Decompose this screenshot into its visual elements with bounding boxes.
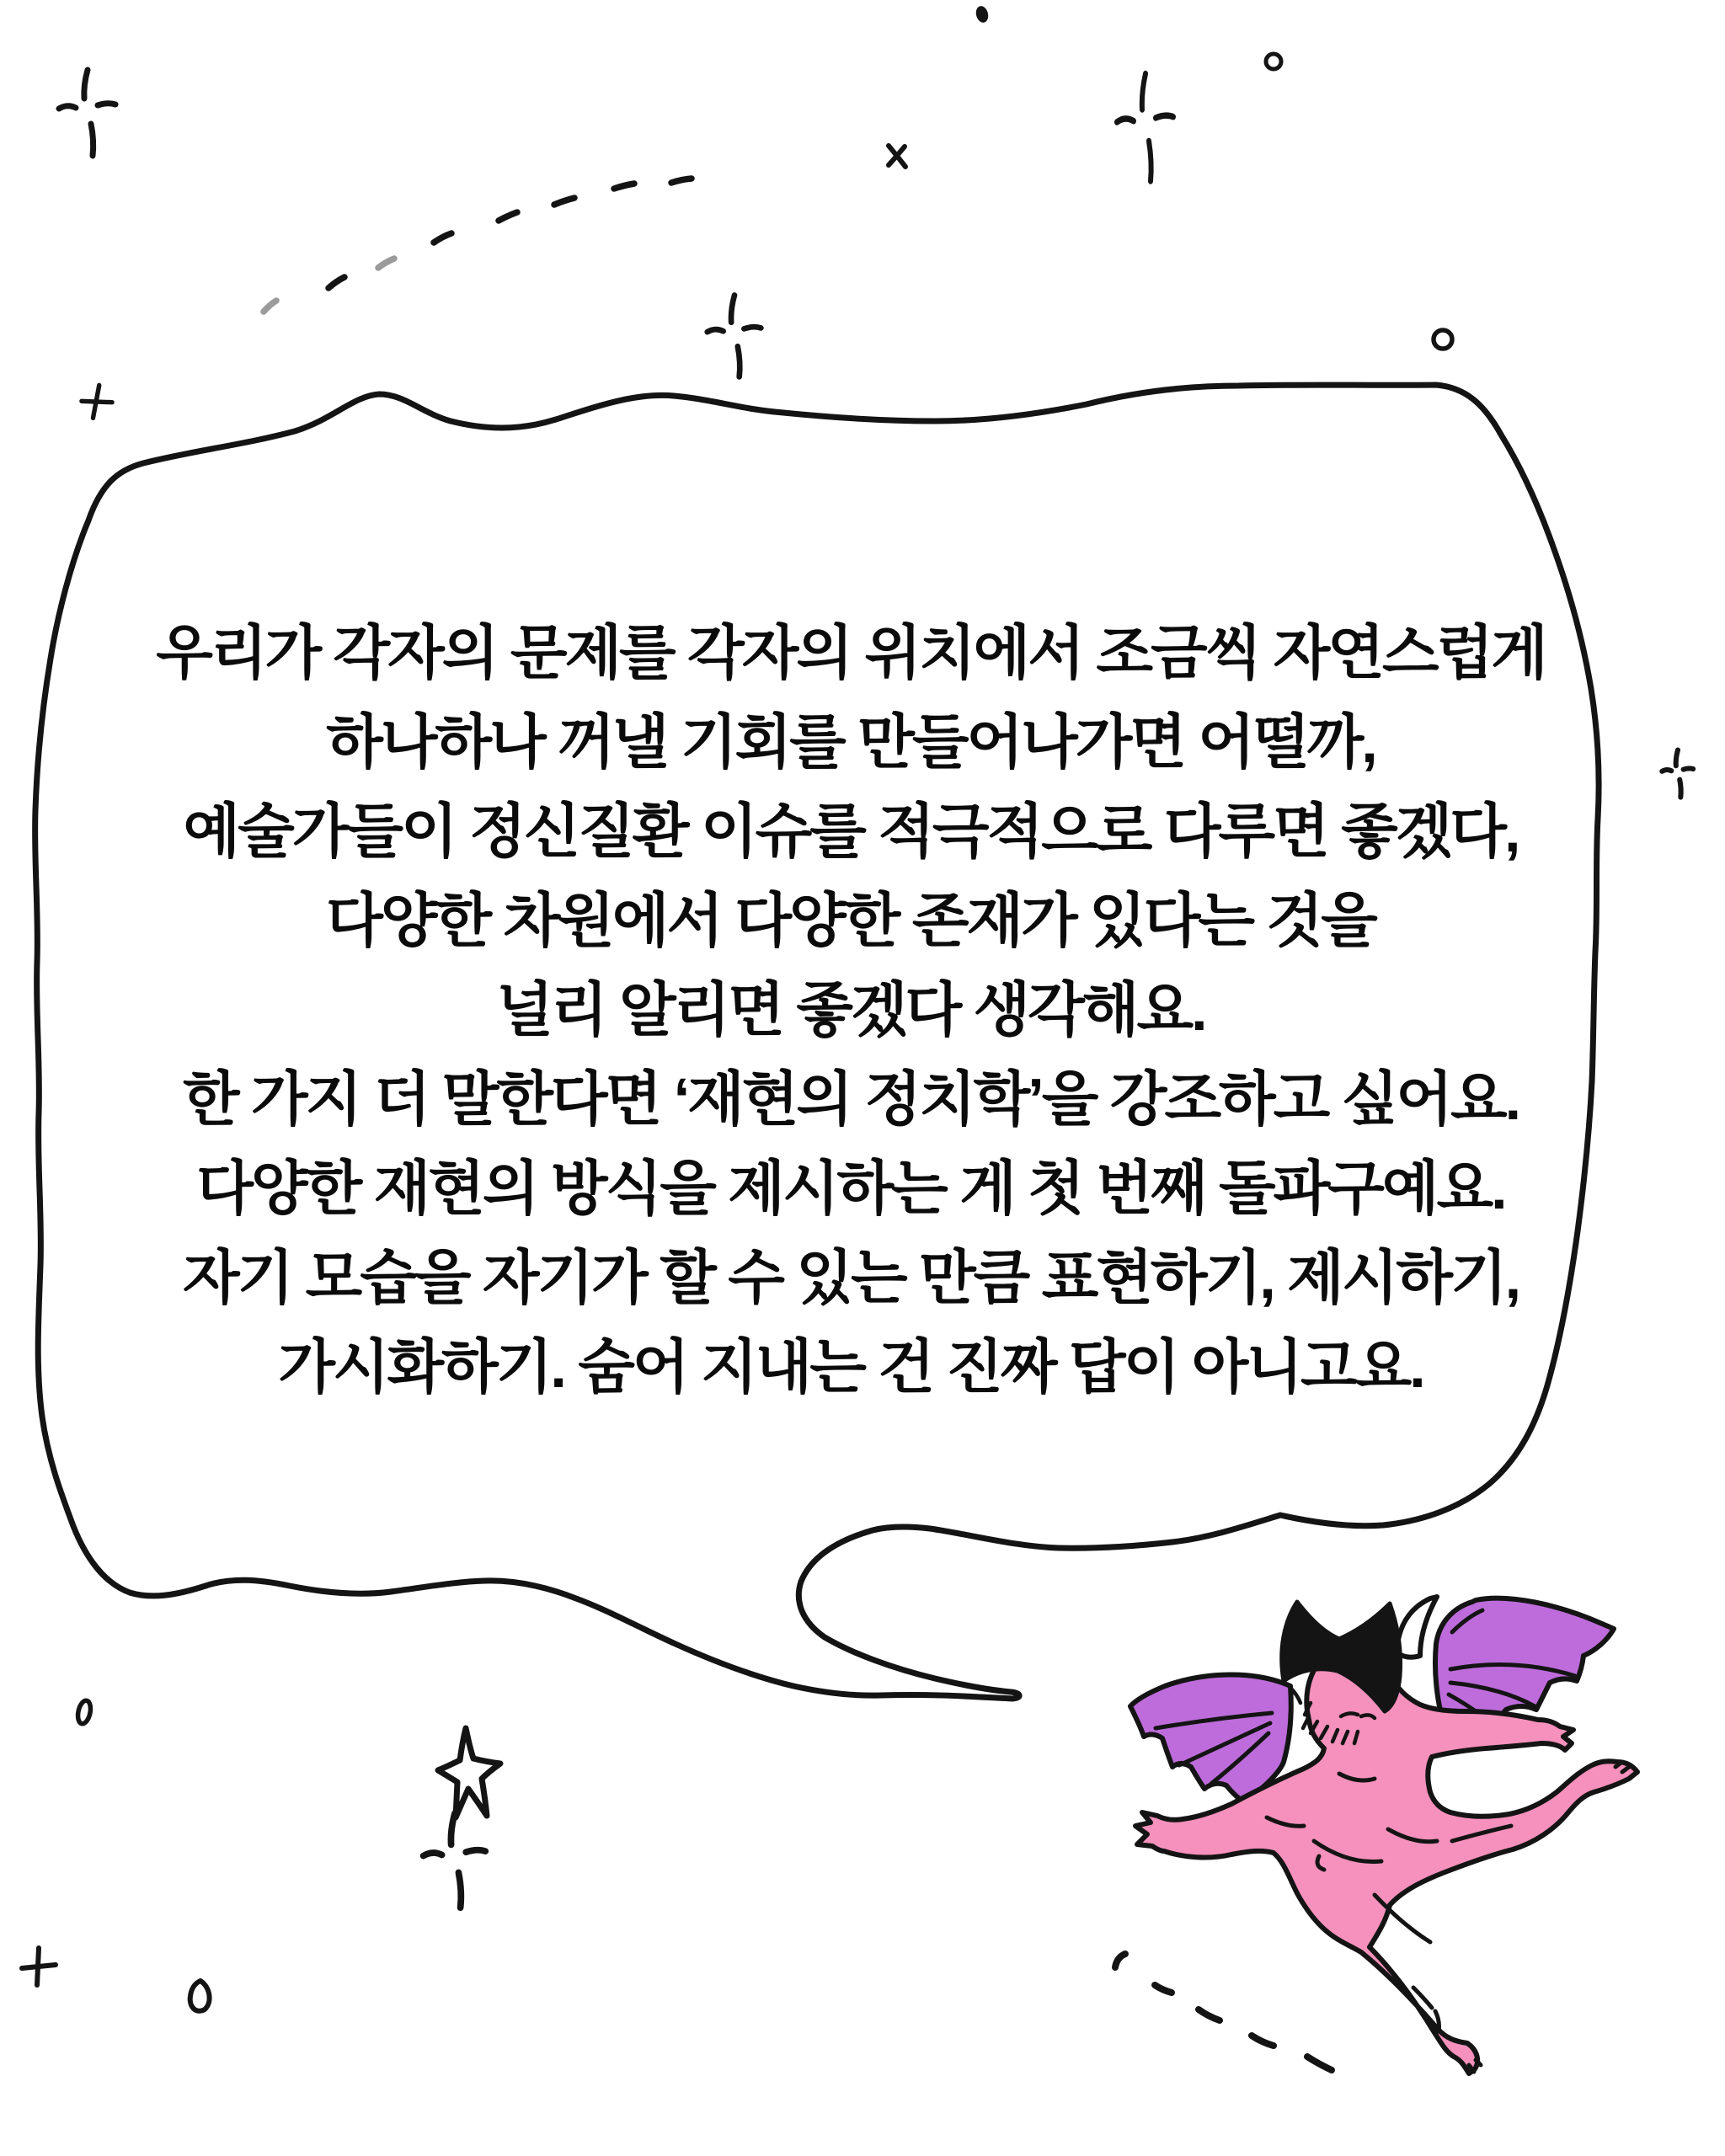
star-outline-icon: [438, 1728, 500, 1817]
plus-sparkle-icon: [22, 1948, 56, 1985]
quote-line: 다양한 재현의 방식을 제시하는 게 첫 번째 돌파구예요.: [196, 1155, 1505, 1221]
quote-line: 다양한 차원에서 다양한 존재가 있다는 것을: [326, 888, 1375, 953]
bat-wing-right: [1435, 1598, 1614, 1728]
ring-icon: [1266, 54, 1281, 69]
sparkle-icon: [424, 1813, 486, 1908]
dashed-motion-trail: [1115, 1954, 1332, 2070]
ring-icon: [76, 1700, 93, 1725]
dashed-motion-trail: [264, 179, 692, 312]
quote-line: 널리 알리면 좋겠다 생각해요.: [496, 977, 1205, 1043]
speech-bubble-text: [104, 608, 1597, 1412]
flying-devil-character: [1130, 1597, 1637, 2073]
sparkle-icon: [708, 296, 761, 377]
quote-line: 우리가 각자의 문제를 각자의 위치에서 조금씩 자연스럽게: [156, 620, 1546, 686]
quote-line: 가시화하기. 숨어 지내는 건 진짜 답이 아니고요.: [278, 1334, 1423, 1400]
quote-line: 한 가지 더 말한다면 ‘재현의 정치학’을 강조하고 싶어요.: [182, 1066, 1519, 1132]
devil-horn: [1397, 1597, 1437, 1657]
quote-line: 자기 모습을 자기가 할 수 있는 만큼 표현하기, 제시하기,: [182, 1245, 1519, 1310]
ring-icon: [1434, 330, 1452, 349]
sparkle-icon: [1662, 750, 1693, 798]
quote-line: 하나하나 꺼낼 기회를 만들어나가면 어떨까,: [326, 709, 1375, 775]
dot-icon: [975, 5, 991, 24]
ring-icon: [190, 1981, 210, 2011]
sparkle-icon: [59, 70, 115, 156]
sparkle-icon: [1117, 74, 1173, 182]
quote-line: 예술가들이 정신질환 이슈를 적극적으로 다루면 좋겠다,: [183, 798, 1519, 864]
plus-sparkle-icon: [79, 383, 114, 420]
x-sparkle-icon: [889, 146, 905, 167]
